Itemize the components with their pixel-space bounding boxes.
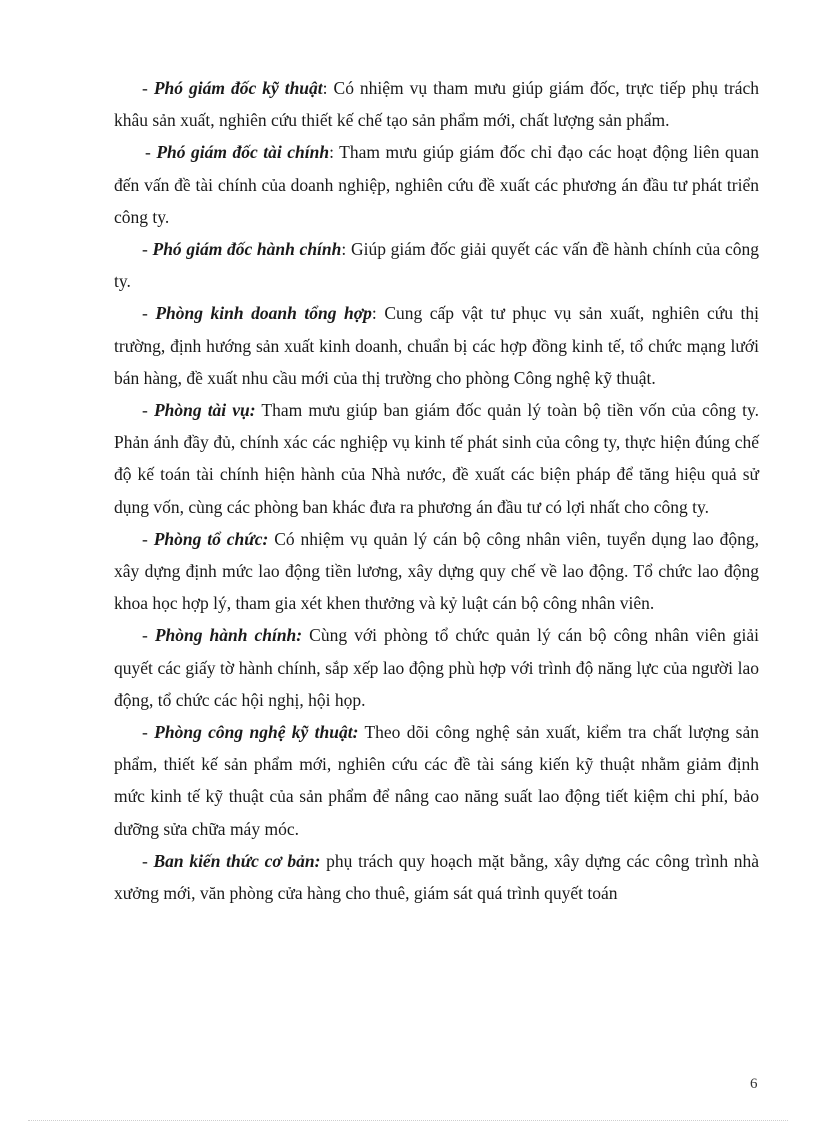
term: Phó giám đốc hành chính [152,239,342,260]
bullet-dash: - [142,722,155,743]
paragraph-phong-to-chuc [114,523,759,620]
paragraph-text: Giúp giám đốc giải quyết các vấn đề hành chính của công ty. [114,239,759,292]
bullet-dash: - [145,142,157,163]
paragraph-text: phụ trách quy hoạch mặt bằng, xây dựng các công trình nhà xưởng mới, văn phòng cửa hàng cho thuê, giám sát quá trình quyết toán [114,850,760,904]
paragraph-pho-giam-doc-hanh-chinh [114,233,759,297]
term: Phó giám đốc tài chính [156,142,330,163]
separator: : [322,78,334,98]
term: Phòng tài vụ: [153,400,256,421]
footer-divider [28,1120,788,1121]
separator: : [371,303,385,324]
bullet-dash: - [142,400,154,421]
paragraph-text: Cung cấp vật tư phục vụ sản xuất, nghiên cứu thị trường, định hướng sản xuất kinh doanh, chuẩn bị các hợp đồng kinh tế, tổ chức mạng lưới bán hàng, đề xuất nhu cầu mới của thị trường cho phòng Công nghệ kỹ thuật. [114,303,760,388]
bullet-dash: - [142,625,155,646]
paragraph-ban-kien-thuc-co-ban [114,845,759,909]
separator: : [329,142,340,163]
page-number: 6 [750,1076,758,1092]
paragraph-pho-giam-doc-tai-chinh [114,136,759,233]
term: Phòng hành chính: [154,625,303,646]
paragraph-phong-hanh-chinh [114,619,759,716]
paragraph-text: Cùng với phòng tổ chức quản lý cán bộ công nhân viên giải quyết các giấy tờ hành chính, sắp xếp lao động phù hợp với trình độ năng lực của người lao động, tổ chức các hội nghị, hội họp. [114,625,759,710]
paragraph-phong-tai-vu [114,394,759,523]
term: Phòng kinh doanh tổng hợp [155,303,372,324]
term: Phòng tổ chức: [153,528,269,549]
paragraph-phong-kinh-doanh-tong-hop [114,297,759,394]
term: Ban kiến thức cơ bản: [153,850,321,871]
term: Phó giám đốc kỹ thuật [153,78,323,98]
bullet-dash: - [142,528,154,549]
bullet-dash: - [142,303,156,324]
paragraph-text: Có nhiệm vụ tham mưu giúp giám đốc, trực tiếp phụ trách khâu sản xuất, nghiên cứu thiết kế chế tạo sản phẩm mới, chất lượng sản phẩm. [114,78,760,131]
bullet-dash: - [142,78,154,98]
separator: : [341,239,351,260]
term: Phòng công nghệ kỹ thuật: [154,722,359,743]
bullet-dash: - [142,850,154,871]
paragraph-text: Tham mưu giúp giám đốc chỉ đạo các hoạt động liên quan đến vấn đề tài chính của doanh nghiệp, nghiên cứu đề xuất các phương án đầu tư phát triển công ty. [114,142,760,227]
paragraph-text: Tham mưu giúp ban giám đốc quản lý toàn bộ tiền vốn của công ty. Phản ánh đầy đủ, chính xác các nghiệp vụ kinh tế phát sinh của công ty, thực hiện đúng chế độ kế toán tài chính hiện hành của Nhà nước, đề xuất các biện pháp để tăng hiệu quả sử dụng vốn, cùng các phòng ban khác đưa ra phương án đầu tư có lợi nhất cho công ty. [114,400,760,517]
paragraph-phong-cong-nghe-ky-thuat [114,716,759,845]
paragraph-text: Có nhiệm vụ quản lý cán bộ công nhân viên, tuyển dụng lao động, xây dựng định mức lao động tiền lương, xây dựng quy chế về lao động. Tổ chức lao động khoa học hợp lý, tham gia xét khen thưởng và kỷ luật cán bộ công nhân viên. [114,528,759,614]
paragraph-text: Theo dõi công nghệ sản xuất, kiểm tra chất lượng sản phẩm, thiết kế sản phẩm mới, nghiên cứu các đề tài sáng kiến kỹ thuật nhằm giảm định mức kinh tế kỹ thuật của sản phẩm để nâng cao năng suất lao động tiết kiệm chi phí, bảo dưỡng sửa chữa máy móc. [114,722,760,839]
paragraph-pho-giam-doc-ky-thuat [114,72,759,136]
bullet-dash: - [142,239,153,260]
body-text [114,72,759,909]
